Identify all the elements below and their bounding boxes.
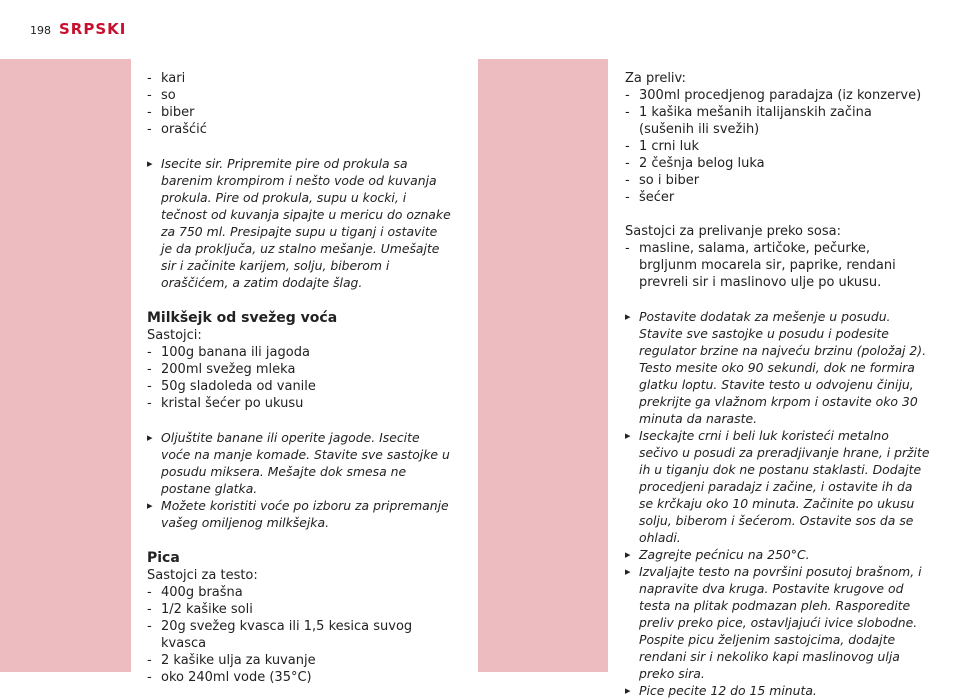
list-item: - masline, salama, artičoke, pečurke, brgljunm mocarela sir, paprike, rendani prevreli sir i maslinovo ulje po ukusu. [625,240,930,291]
list-item: - 2 kašike ulja za kuvanje [147,652,452,669]
section-title: SRPSKI [59,20,127,38]
soup-steps [147,155,452,291]
list-item: - 20g svežeg kvasca ili 1,5 kesica suvog kvasca [147,618,452,652]
milkshake-ingredients [147,344,452,412]
list-item: - 2 češnja belog luka [625,155,930,172]
list-item: - oko 240ml vode (35°C) [147,669,452,686]
list-item: - so [147,87,452,104]
list-item: - 300ml procedjenog paradajza (iz konzerve) [625,87,930,104]
step-item: ▸ Pice pecite 12 do 15 minuta. [625,682,930,699]
step-item: ▸ Iseckajte crni i beli luk koristeći metalno sečivo u posudi za preradjivanje hrane, i pržite ih u tiganju dok ne postanu staklasti. Dodajte procedjeni paradajz i začine, i ostavite ih da se krčkaju oko 10 minuta. Začinite po ukusu solju, biberom i šećerom. Ostavite sos da se ohladi. [625,427,930,546]
list-item: - 100g banana ili jagoda [147,344,452,361]
pizza-dough-label: Sastojci za testo: [147,568,258,583]
topping-label: Sastojci za prelivanje preko sosa: [625,224,841,239]
step-item: ▸ Možete koristiti voće po izboru za pripremanje vašeg omiljenog milkšejka. [147,497,452,531]
sauce-label: Za preliv: [625,71,686,86]
pizza-steps [625,308,930,699]
milkshake-title: Milkšejk od svežeg voća [147,310,338,326]
list-item: - šećer [625,189,930,206]
sauce-ingredients [625,87,930,206]
right-margin-band [478,59,608,672]
list-item: - 1/2 kašike soli [147,601,452,618]
step-item: ▸ Oljuštite banane ili operite jagode. Isecite voće na manje komade. Stavite sve sastojke u posudu miksera. Mešajte dok smesa ne postane glatka. [147,429,452,497]
list-item: - 400g brašna [147,584,452,601]
pizza-dough-ingredients [147,584,452,686]
milkshake-ingredients-label: Sastojci: [147,328,202,343]
step-item: ▸ Postavite dodatak za mešenje u posudu. Stavite sve sastojke u posudu i podesite regulator brzine na najveću brzinu (položaj 2). Testo mesite oko 90 sekundi, dok ne formira glatku loptu. Stavite testo u odvojenu činiju, prekrijte ga vlažnom krpom i ostavite oko 30 minuta da naraste. [625,308,930,427]
list-item: - 200ml svežeg mleka [147,361,452,378]
list-item: - 1 kašika mešanih italijanskih začina (sušenih ili svežih) [625,104,930,138]
list-item: - kristal šećer po ukusu [147,395,452,412]
spice-list [147,70,452,138]
list-item: - biber [147,104,452,121]
page-number: 198 [30,24,51,37]
list-item: - kari [147,70,452,87]
list-item: - orašćić [147,121,452,138]
milkshake-steps [147,429,452,531]
step-item: ▸ Isecite sir. Pripremite pire od prokula sa barenim krompirom i nešto vode od kuvanja prokula. Pire od prokula, supu u kocki, i tečnost od kuvanja sipajte u mericu do oznake za 750 ml. Presipajte supu u tiganj i ostavite je da proključa, uz stalno mešanje. Umešajte sir i začinite karijem, solju, biberom i oraščićem, a zatim dodajte šlag. [147,155,452,291]
page-header [30,20,126,38]
step-item: ▸ Izvaljajte testo na površini posutoj brašnom, i napravite dva kruga. Postavite krugove od testa na plitak podmazan pleh. Rasporedite preliv preko pice, ostavljajući ivice slobodne. Pospite picu željenim sastojcima, dodajte rendani sir i nekoliko kapi maslinovog ulja preko sira. [625,563,930,682]
list-item: - 50g sladoleda od vanile [147,378,452,395]
list-item: - 1 crni luk [625,138,930,155]
pizza-title: Pica [147,550,180,566]
list-item: - so i biber [625,172,930,189]
left-margin-band [0,59,131,672]
step-item: ▸ Zagrejte pećnicu na 250°C. [625,546,930,563]
topping-ingredients [625,240,930,291]
left-column [147,70,452,686]
right-column [625,70,930,699]
